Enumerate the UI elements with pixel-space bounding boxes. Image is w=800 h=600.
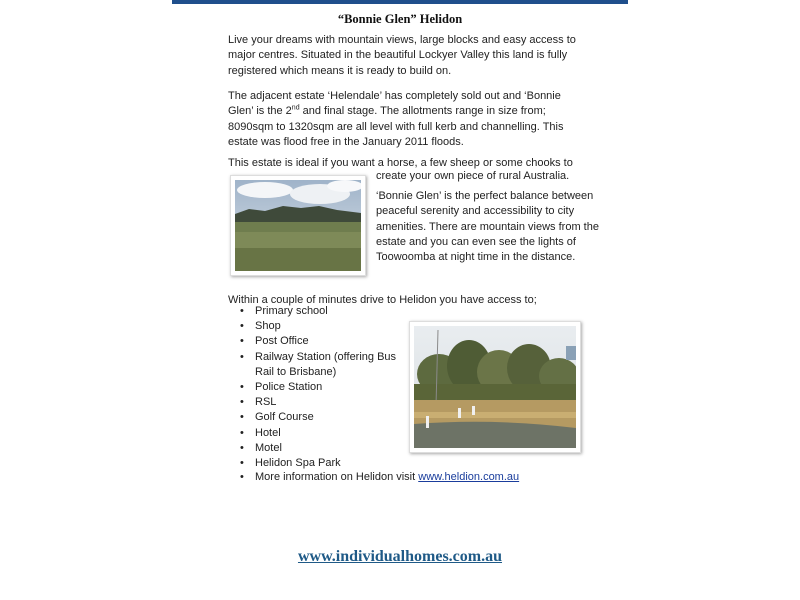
estate-text-after: and final stage. The allotments range in size from; 8090sqm to 1320sqm are all level with full kerb and channelling. This estate was flood free in the January 2011 floods. bbox=[228, 105, 564, 148]
page-title: “Bonnie Glen” Helidon bbox=[337, 12, 463, 26]
estate-text-before: The adjacent estate ‘Helendale’ has completely sold out and ‘Bonnie Glen’ is the 2 bbox=[228, 90, 561, 118]
mountain-view-photo bbox=[230, 175, 366, 276]
list-item: • Hotel bbox=[240, 426, 410, 441]
list-item: • Post Office bbox=[240, 334, 410, 349]
list-item: • Primary school bbox=[240, 304, 410, 319]
estate-paragraph bbox=[228, 89, 588, 150]
bullet-glyph: • bbox=[240, 471, 244, 483]
list-item: • Helidon Spa Park bbox=[240, 456, 410, 471]
more-info-line bbox=[240, 470, 519, 485]
helidon-link[interactable]: www.heldion.com.au bbox=[418, 471, 520, 483]
list-item: • Shop bbox=[240, 319, 410, 334]
list-item: • RSL bbox=[240, 395, 410, 410]
ideal-paragraph-line1: This estate is ideal if you want a horse, a few sheep or some chooks to bbox=[228, 157, 573, 169]
access-intro: Within a couple of minutes drive to Helidon you have access to; bbox=[228, 294, 537, 306]
footer-website[interactable]: www.individualhomes.com.au bbox=[297, 548, 503, 565]
list-item: • Railway Station (offering Bus Rail to Brisbane) bbox=[240, 350, 410, 380]
estate-road-photo bbox=[409, 321, 581, 453]
ideal-paragraph-line2: create your own piece of rural Australia. bbox=[376, 170, 570, 182]
ordinal-suffix: nd bbox=[291, 104, 300, 112]
amenities-list bbox=[240, 304, 410, 471]
list-item: • Golf Course bbox=[240, 410, 410, 425]
balance-paragraph: ‘Bonnie Glen’ is the perfect balance between peaceful serenity and accessibility to city amenities. There are mountain views from the estate and you can even see the lights of Toowoomba at night time in the distance. bbox=[376, 190, 599, 264]
list-item: • Motel bbox=[240, 441, 410, 456]
header-bar bbox=[172, 0, 628, 4]
more-info-text: More information on Helidon visit bbox=[255, 471, 419, 483]
list-item: • Police Station bbox=[240, 380, 410, 395]
intro-paragraph: Live your dreams with mountain views, large blocks and easy access to major centres. Situated in the beautiful Lockyer Valley this land is fully registered which means it is ready to build on. bbox=[228, 34, 576, 77]
